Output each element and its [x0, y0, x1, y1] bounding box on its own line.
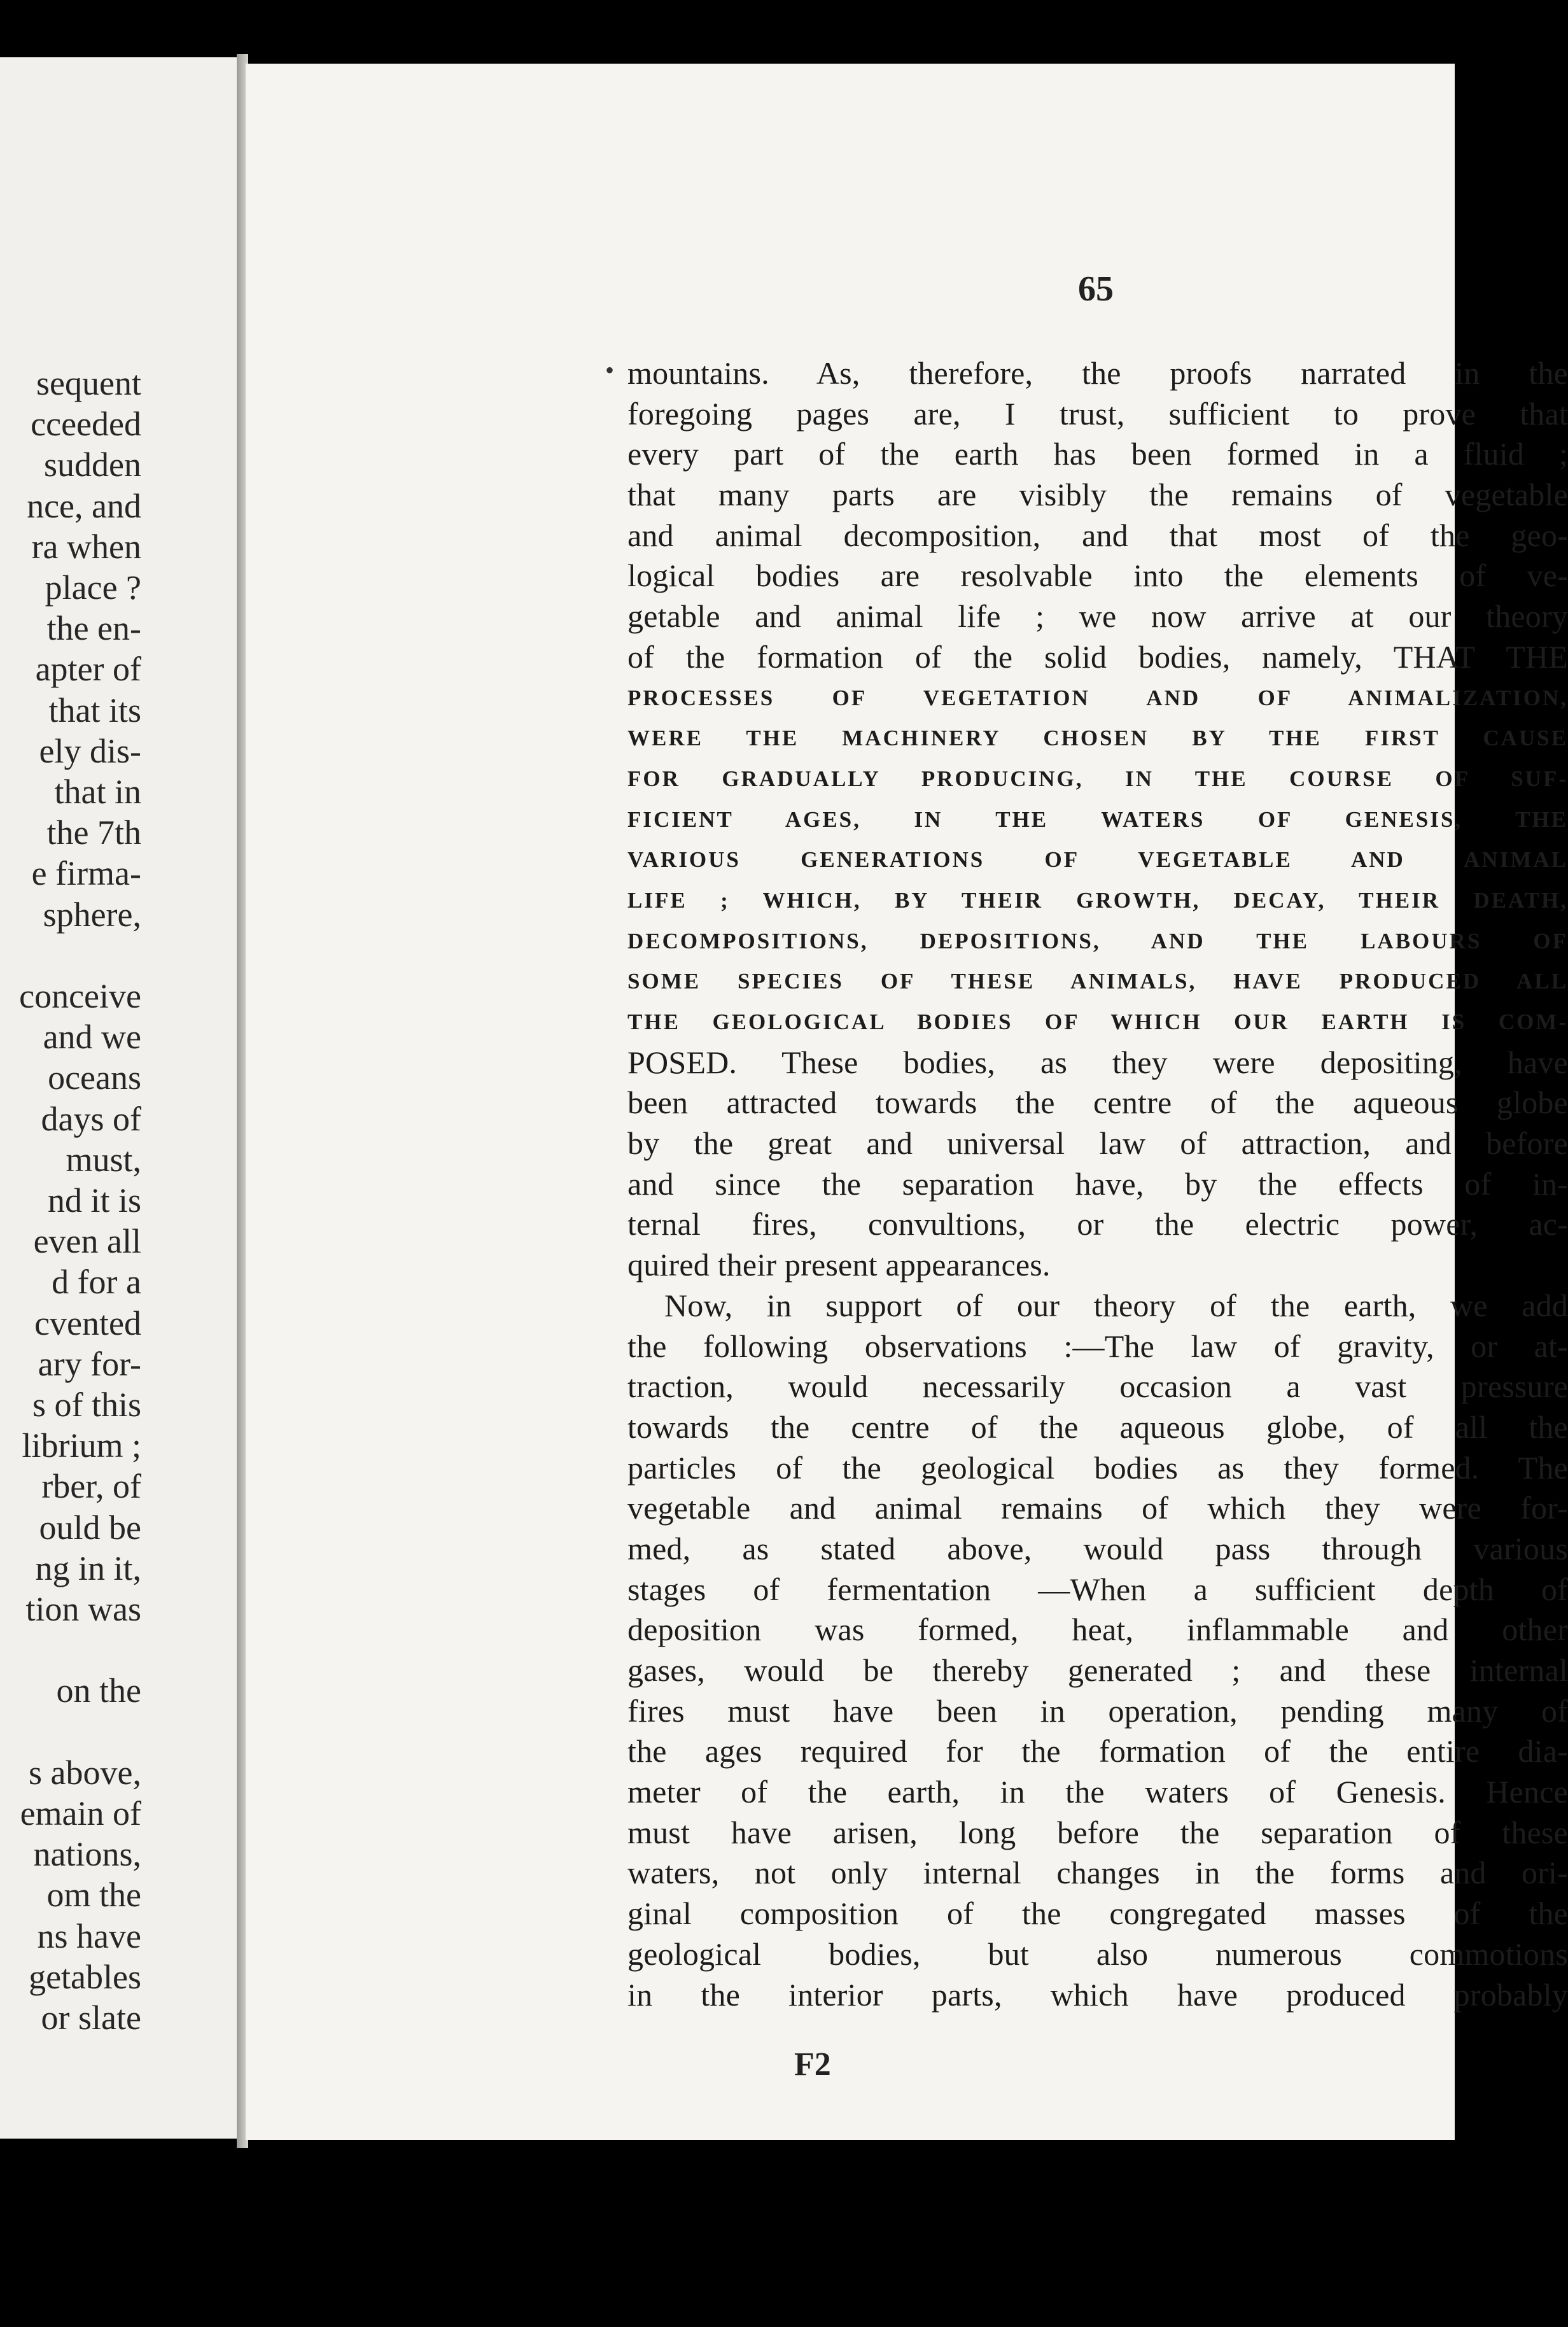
- body-line: and since the separation have, by the effects of in-: [627, 1165, 1568, 1202]
- body-line: the ages required for the formation of the entire dia-: [627, 1733, 1568, 1769]
- body-line: particles of the geological bodies as they formed. The: [627, 1449, 1568, 1486]
- body-line: quired their present appearances.: [627, 1247, 1051, 1283]
- body-line: the following observations :—The law of gravity, or at-: [627, 1328, 1568, 1364]
- left-page-line: conceive: [19, 977, 141, 1015]
- body-line: must have arisen, long before the separation of these: [627, 1814, 1568, 1850]
- right-page: [246, 64, 1568, 2140]
- left-page-line: tion was: [25, 1590, 141, 1628]
- left-page-line: and we: [43, 1018, 141, 1057]
- body-line: SOME SPECIES OF THESE ANIMALS, HAVE PRODUCED ALL: [627, 969, 1568, 994]
- body-line: towards the centre of the aqueous globe, of all the: [627, 1409, 1568, 1445]
- left-page-line: cceeded: [31, 405, 141, 444]
- left-page-line: the en-: [46, 609, 141, 648]
- body-line: stages of fermentation —When a sufficient depth of: [627, 1571, 1568, 1607]
- left-page-line: ng in it,: [35, 1549, 141, 1587]
- body-line: traction, would necessarily occasion a vast pressure: [627, 1368, 1568, 1405]
- body-line: every part of the earth has been formed in a fluid ;: [627, 436, 1568, 472]
- body-line: waters, not only internal changes in the forms and ori-: [627, 1855, 1568, 1891]
- body-line: by the great and universal law of attraction, and before: [627, 1125, 1568, 1162]
- left-page-line: getables: [29, 1957, 141, 1996]
- left-page-line: s above,: [29, 1753, 141, 1792]
- body-line: VARIOUS GENERATIONS OF VEGETABLE AND ANIMAL: [627, 847, 1568, 873]
- body-line: med, as stated above, would pass through various: [627, 1530, 1568, 1566]
- left-page-line: librium ;: [22, 1426, 141, 1465]
- left-page-line: place ?: [45, 568, 141, 607]
- body-line: and animal decomposition, and that most of the geo-: [627, 517, 1568, 553]
- body-line: Now, in support of our theory of the earth, we add: [664, 1287, 1568, 1323]
- left-page-line: the 7th: [46, 813, 141, 852]
- left-page-line: ely dis-: [39, 731, 141, 770]
- left-page-line: that in: [54, 773, 141, 811]
- body-line: geological bodies, but also numerous commotions: [627, 1936, 1568, 1972]
- body-line: getable and animal life ; we now arrive at our theory: [627, 598, 1568, 635]
- left-page-line: s of this: [32, 1386, 141, 1424]
- left-page-line: or slate: [41, 1999, 141, 2037]
- body-line: PROCESSES OF VEGETATION AND OF ANIMALIZATION,: [627, 685, 1568, 710]
- left-page-line: nce, and: [27, 486, 141, 525]
- left-page-line: that its: [48, 691, 141, 729]
- left-page-line: on the: [56, 1671, 141, 1710]
- body-line: foregoing pages are, I trust, sufficient to prove that: [627, 395, 1568, 432]
- body-line: WERE THE MACHINERY CHOSEN BY THE FIRST CAUSE: [627, 726, 1568, 751]
- body-line: meter of the earth, in the waters of Genesis. Hence: [627, 1774, 1568, 1810]
- left-page-line: days of: [41, 1099, 141, 1138]
- left-page-line: e firma-: [31, 854, 141, 893]
- left-page-line: ra when: [31, 527, 141, 566]
- body-line: mountains. As, therefore, the proofs narrated in the: [627, 355, 1568, 391]
- body-text: [627, 353, 1568, 2015]
- left-page-line: rber, of: [41, 1467, 141, 1506]
- body-line: vegetable and animal remains of which they were for-: [627, 1490, 1568, 1526]
- left-page-line: sudden: [44, 446, 141, 484]
- left-page-line: oceans: [48, 1058, 141, 1097]
- body-line: FOR GRADUALLY PRODUCING, IN THE COURSE OF SUF-: [627, 766, 1568, 791]
- left-page-line: emain of: [20, 1794, 141, 1832]
- page-number: 65: [1078, 269, 1114, 309]
- left-page-line: sphere,: [43, 895, 141, 934]
- body-line: POSED. These bodies, as they were depositing, have: [627, 1044, 1568, 1080]
- body-line: been attracted towards the centre of the aqueous globe: [627, 1085, 1568, 1121]
- body-line: FICIENT AGES, IN THE WATERS OF GENESIS, THE: [627, 806, 1568, 832]
- body-line: ginal composition of the congregated masses of the: [627, 1895, 1568, 1932]
- signature-mark: F2: [794, 2046, 831, 2083]
- left-page-line: ould be: [39, 1508, 141, 1547]
- body-line: deposition was formed, heat, inflammable and other: [627, 1612, 1568, 1648]
- left-page-line: ns have: [37, 1916, 141, 1955]
- left-page-line: apter of: [35, 650, 141, 689]
- left-page: [0, 57, 237, 2139]
- margin-mark: •: [605, 356, 615, 384]
- body-line: THE GEOLOGICAL BODIES OF WHICH OUR EARTH IS COM-: [627, 1009, 1568, 1034]
- body-line: ternal fires, convultions, or the electric power, ac-: [627, 1206, 1568, 1242]
- body-line: fires must have been in operation, pending many of: [627, 1692, 1568, 1729]
- left-page-line: nd it is: [47, 1181, 141, 1220]
- body-line: gases, would be thereby generated ; and these internal: [627, 1652, 1568, 1688]
- left-page-line: d for a: [52, 1263, 141, 1302]
- left-page-line: even all: [33, 1222, 141, 1261]
- left-page-line: must,: [66, 1140, 141, 1179]
- body-line: that many parts are visibly the remains of vegetable: [627, 477, 1568, 513]
- left-page-line: cvented: [34, 1304, 141, 1342]
- left-page-line: ary for-: [38, 1344, 141, 1383]
- left-page-line: nations,: [33, 1835, 141, 1874]
- body-line: of the formation of the solid bodies, namely, THAT THE: [627, 638, 1568, 675]
- body-line: DECOMPOSITIONS, DEPOSITIONS, AND THE LABOURS OF: [627, 928, 1568, 953]
- left-page-line: om the: [46, 1876, 141, 1915]
- body-line: logical bodies are resolvable into the elements of ve-: [627, 558, 1568, 594]
- body-line: LIFE ; WHICH, BY THEIR GROWTH, DECAY, THEIR DEATH,: [627, 887, 1568, 913]
- left-page-line: sequent: [36, 364, 141, 402]
- body-line: in the interior parts, which have produced probably: [627, 1976, 1568, 2013]
